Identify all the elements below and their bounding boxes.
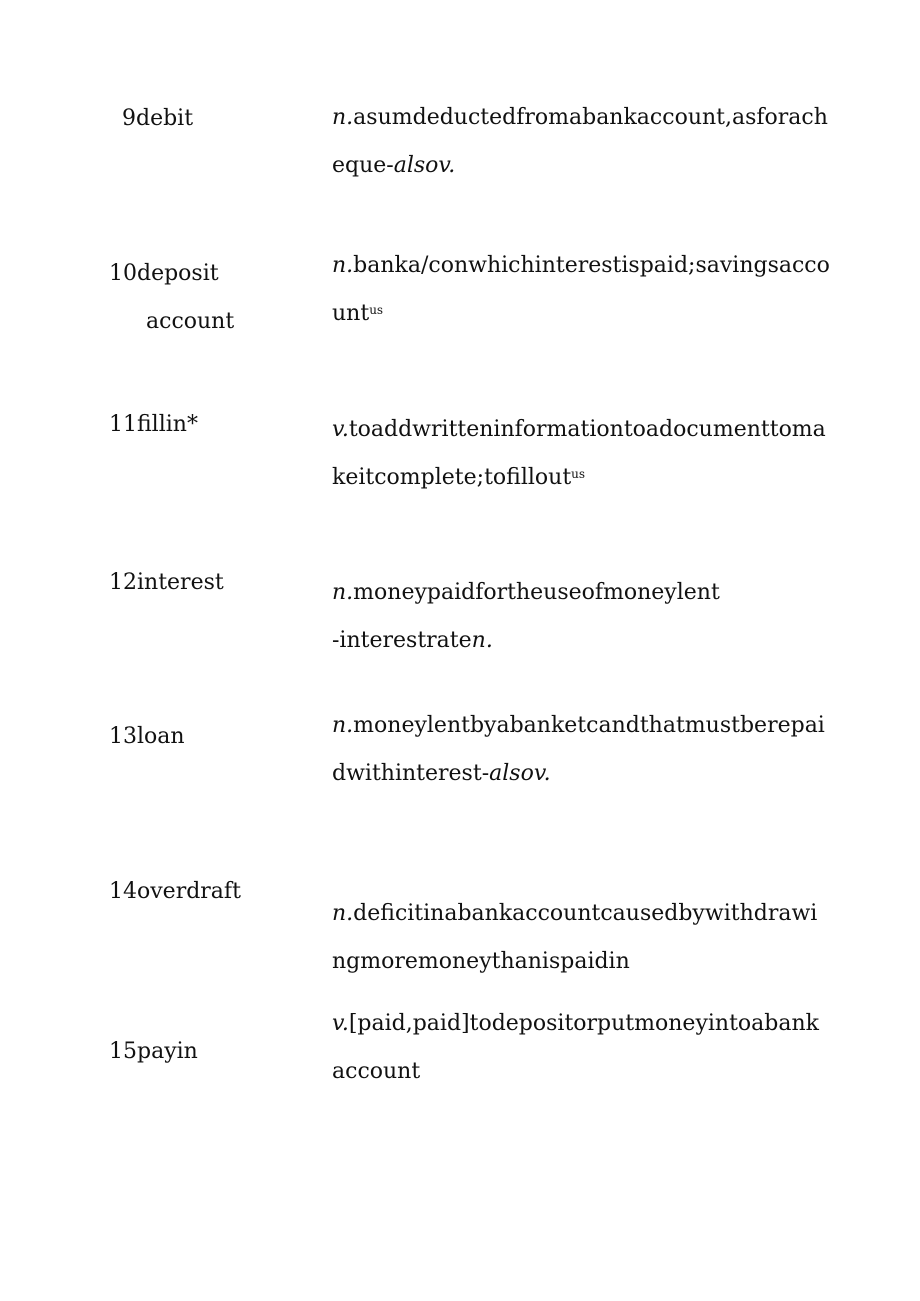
term-line: 15payin xyxy=(109,1039,198,1064)
entry-term xyxy=(109,261,219,287)
definition-line xyxy=(332,1000,832,1048)
definition-text: deficitinabankaccountcausedbywithdrawi xyxy=(353,901,818,926)
definition-text: account xyxy=(332,1059,421,1084)
term-line: 9debit xyxy=(122,106,194,131)
definition-text: dwithinterest- xyxy=(332,761,490,786)
entry-definition xyxy=(332,406,832,502)
entry-term xyxy=(109,724,185,750)
term-line: account xyxy=(146,309,235,334)
entry-term-continuation xyxy=(146,309,234,335)
definition-text: [paid,paid]todepositorputmoneyintoabank xyxy=(348,1011,819,1036)
definition-line xyxy=(332,94,832,142)
definition-line xyxy=(332,142,832,190)
part-of-speech: n. xyxy=(471,628,493,653)
definition-text: keitcomplete;tofillout xyxy=(332,465,572,490)
region-label: us xyxy=(571,467,586,481)
entry-term xyxy=(109,570,224,596)
term-line: 13loan xyxy=(109,724,185,749)
definition-line xyxy=(332,890,832,938)
cross-reference: alsov. xyxy=(489,761,551,786)
region-label: us xyxy=(369,303,384,317)
definition-text: unt xyxy=(332,301,370,326)
entry-definition xyxy=(332,702,832,798)
definition-text: -interestrate xyxy=(332,628,472,653)
definition-line xyxy=(332,290,832,338)
definition-line xyxy=(332,702,832,750)
definition-line xyxy=(332,242,832,290)
term-line: 12interest xyxy=(109,570,224,595)
part-of-speech: n. xyxy=(332,713,354,738)
definition-line xyxy=(332,1048,832,1096)
entry-definition xyxy=(332,94,832,190)
definition-line xyxy=(332,750,832,798)
entry-definition xyxy=(332,890,832,986)
entry-term xyxy=(109,879,241,905)
definition-text: eque- xyxy=(332,153,394,178)
definition-text: moneylentbyabanketcandthatmustberepai xyxy=(353,713,825,738)
term-line: 14overdraft xyxy=(109,879,241,904)
entry-term xyxy=(122,106,193,132)
cross-reference: alsov. xyxy=(393,153,456,178)
definition-text: moneypaidfortheuseofmoneylent xyxy=(353,580,720,605)
entry-definition xyxy=(332,569,832,665)
definition-line xyxy=(332,617,832,665)
definition-line xyxy=(332,569,832,617)
part-of-speech: n. xyxy=(332,105,354,130)
term-line: 10deposit xyxy=(109,261,219,286)
definition-line xyxy=(332,454,832,502)
part-of-speech: n. xyxy=(332,580,354,605)
entry-definition xyxy=(332,1000,832,1096)
part-of-speech: n. xyxy=(332,901,354,926)
entry-definition xyxy=(332,242,832,338)
definition-text: banka/conwhichinterestispaid;savingsacco xyxy=(353,253,830,278)
term-line: 11fillin* xyxy=(109,412,198,437)
definition-text: toaddwritteninformationtoadocumenttoma xyxy=(348,417,826,442)
part-of-speech: v. xyxy=(332,1011,349,1036)
entry-term xyxy=(109,1039,198,1065)
part-of-speech: v. xyxy=(332,417,349,442)
part-of-speech: n. xyxy=(332,253,354,278)
definition-text: ngmoremoneythanispaidin xyxy=(332,949,630,974)
definition-text: asumdeductedfromabankaccount,asforach xyxy=(353,105,828,130)
definition-line xyxy=(332,938,832,986)
entry-term xyxy=(109,412,198,438)
definition-line xyxy=(332,406,832,454)
